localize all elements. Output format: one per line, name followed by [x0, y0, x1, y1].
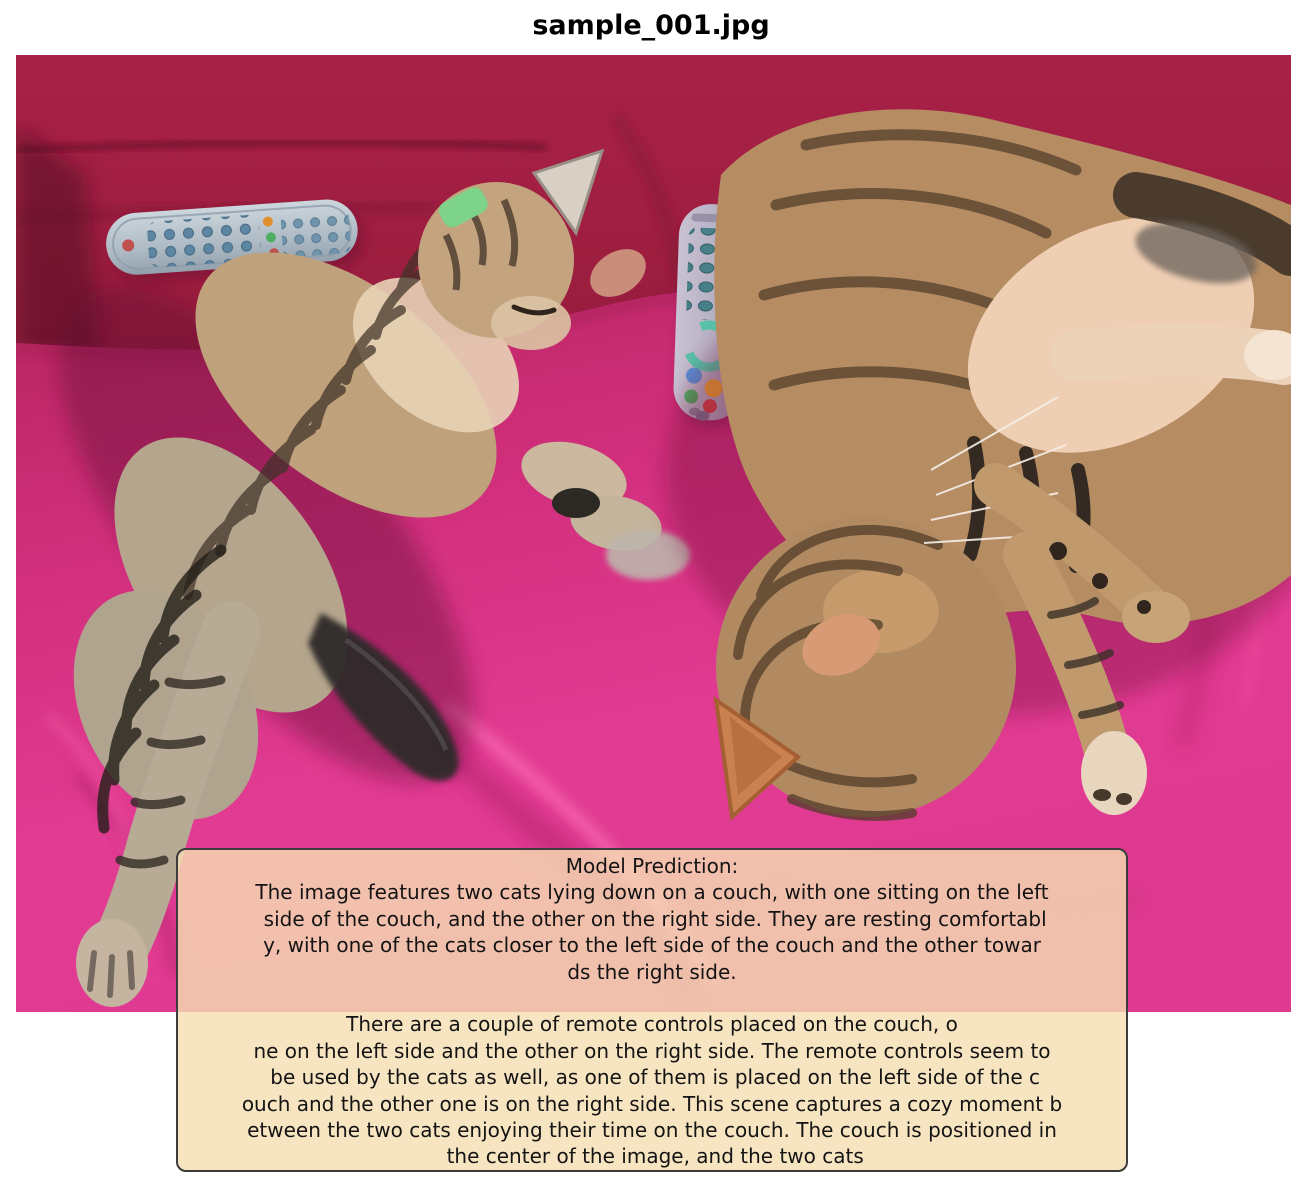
left-cat-muzzle [491, 296, 571, 350]
prediction-heading: Model Prediction: [565, 854, 739, 878]
left-cat-dark-toes [552, 488, 600, 518]
prediction-line: The image features two cats lying down on a couch, with one sitting on the left [255, 880, 1049, 905]
prediction-line: etween the two cats enjoying their time on the couch. The couch is positioned in [247, 1118, 1057, 1143]
figure-title: sample_001.jpg [532, 10, 770, 41]
prediction-line: ds the right side. [567, 959, 737, 984]
prediction-line [178, 985, 1126, 1011]
prediction-line: There are a couple of remote controls placed on the couch, o [346, 1012, 958, 1037]
prediction-line: ne on the left side and the other on the right side. The remote controls seem to [253, 1038, 1051, 1063]
right-cat-hind-paw-1 [1122, 591, 1190, 643]
prediction-line: ouch and the other one is on the right side. This scene captures a cozy moment b [241, 1091, 1063, 1116]
prediction-line: be used by the cats as well, as one of them is placed on the left side of the c [263, 1065, 1041, 1090]
left-remote-number-pad [280, 209, 351, 258]
right-cat-hind-paw-2 [1081, 731, 1147, 815]
prediction-line: y, with one of the cats closer to the left side of the couch and the other towar [263, 933, 1041, 958]
prediction-box [176, 848, 1128, 1172]
prediction-line: side of the couch, and the other on the right side. They are resting comfortabl [257, 906, 1047, 931]
prediction-line: the center of the image, and the two cats [440, 1144, 864, 1169]
